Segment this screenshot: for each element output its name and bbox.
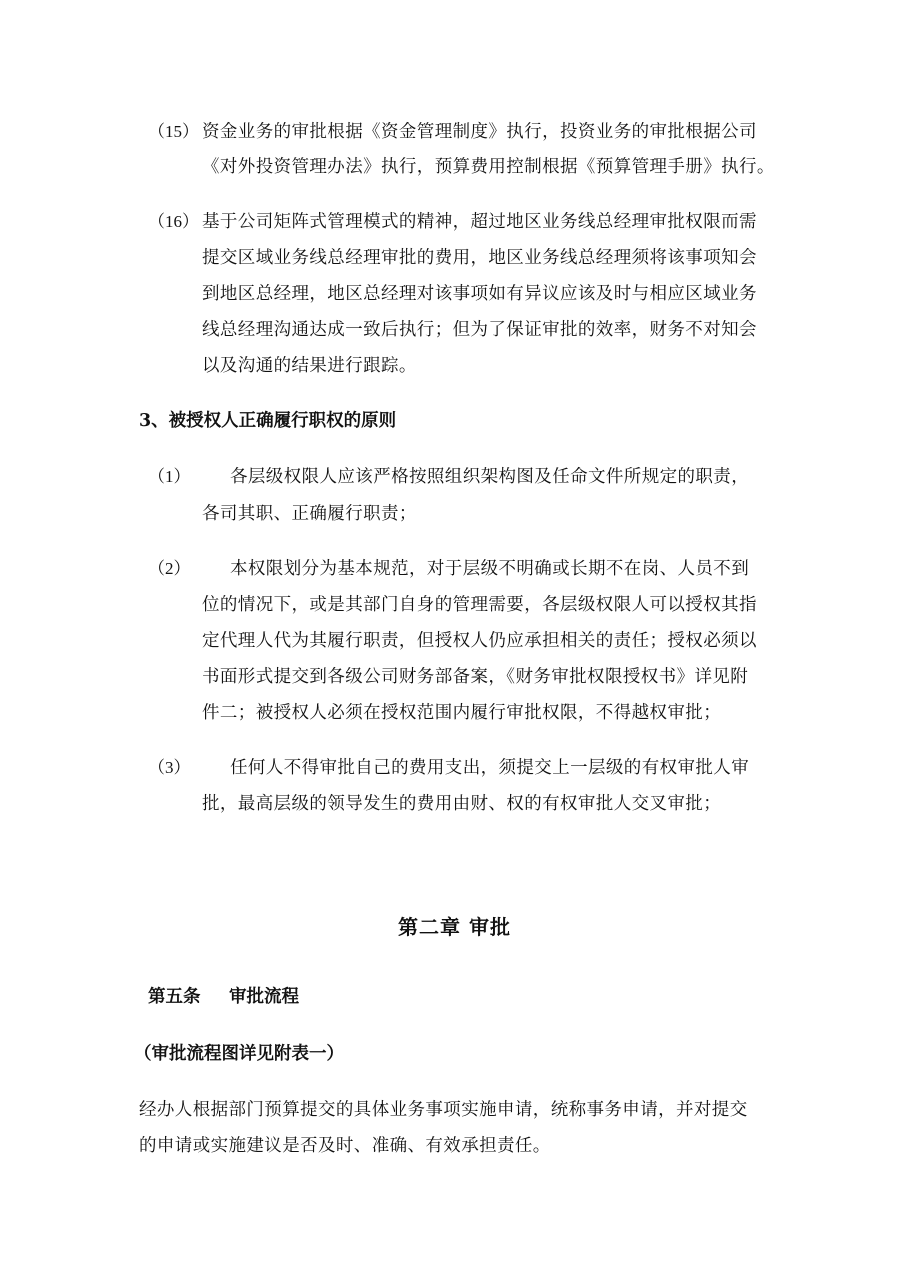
- approval-flow-note: （审批流程图详见附表一）: [134, 1044, 344, 1064]
- item-15-line-1: 资金业务的审批根据《资金管理制度》执行，投资业务的审批根据公司: [202, 122, 757, 142]
- principle-1-line-1: 各层级权限人应该严格按照组织架构图及任命文件所规定的职责，: [230, 467, 750, 487]
- principle-2-line-3: 定代理人代为其履行职责，但授权人仍应承担相关的责任；授权必须以: [202, 631, 757, 651]
- article-5-title: 审批流程: [229, 987, 299, 1007]
- principle-1-number: （1）: [148, 467, 191, 486]
- principle-2-number: （2）: [148, 559, 191, 578]
- item-16-line-4: 线总经理沟通达成一致后执行；但为了保证审批的效率，财务不对知会: [202, 320, 757, 340]
- item-16-line-5: 以及沟通的结果进行跟踪。: [202, 356, 417, 376]
- article-5-label: 第五条: [148, 987, 201, 1007]
- item-15-line-2: 《对外投资管理办法》执行，预算费用控制根据《预算管理手册》执行。: [202, 157, 775, 177]
- item-16-line-3: 到地区总经理，地区总经理对该事项如有异议应该及时与相应区域业务: [202, 284, 757, 304]
- section-3-heading: 3、被授权人正确履行职权的原则: [139, 411, 397, 431]
- principle-2-line-4: 书面形式提交到各级公司财务部备案，《财务审批权限授权书》详见附: [202, 667, 749, 687]
- article-5-line-1: 经办人根据部门预算提交的具体业务事项实施申请，统称事务申请，并对提交: [139, 1100, 748, 1120]
- principle-3-number: （3）: [148, 758, 191, 777]
- principle-1-line-2: 各司其职、正确履行职责；: [202, 504, 417, 524]
- item-16-line-1: 基于公司矩阵式管理模式的精神，超过地区业务线总经理审批权限而需: [202, 212, 757, 232]
- principle-3-line-2: 批，最高层级的领导发生的费用由财、权的有权审批人交叉审批；: [202, 794, 722, 814]
- principle-3-line-1: 任何人不得审批自己的费用支出，须提交上一层级的有权审批人审: [230, 758, 750, 778]
- item-16-number: （16）: [148, 212, 199, 231]
- chapter-title: 第二章 审批: [398, 915, 511, 939]
- principle-2-line-2: 位的情况下，或是其部门自身的管理需要，各层级权限人可以授权其指: [202, 595, 757, 615]
- principle-2-line-5: 件二；被授权人必须在授权范围内履行审批权限，不得越权审批；: [202, 703, 722, 723]
- item-15-number: （15）: [148, 122, 199, 141]
- principle-2-line-1: 本权限划分为基本规范，对于层级不明确或长期不在岗、人员不到: [230, 559, 750, 579]
- item-16-line-2: 提交区域业务线总经理审批的费用，地区业务线总经理须将该事项知会: [202, 248, 757, 268]
- article-5-line-2: 的申请或实施建议是否及时、准确、有效承担责任。: [139, 1136, 551, 1156]
